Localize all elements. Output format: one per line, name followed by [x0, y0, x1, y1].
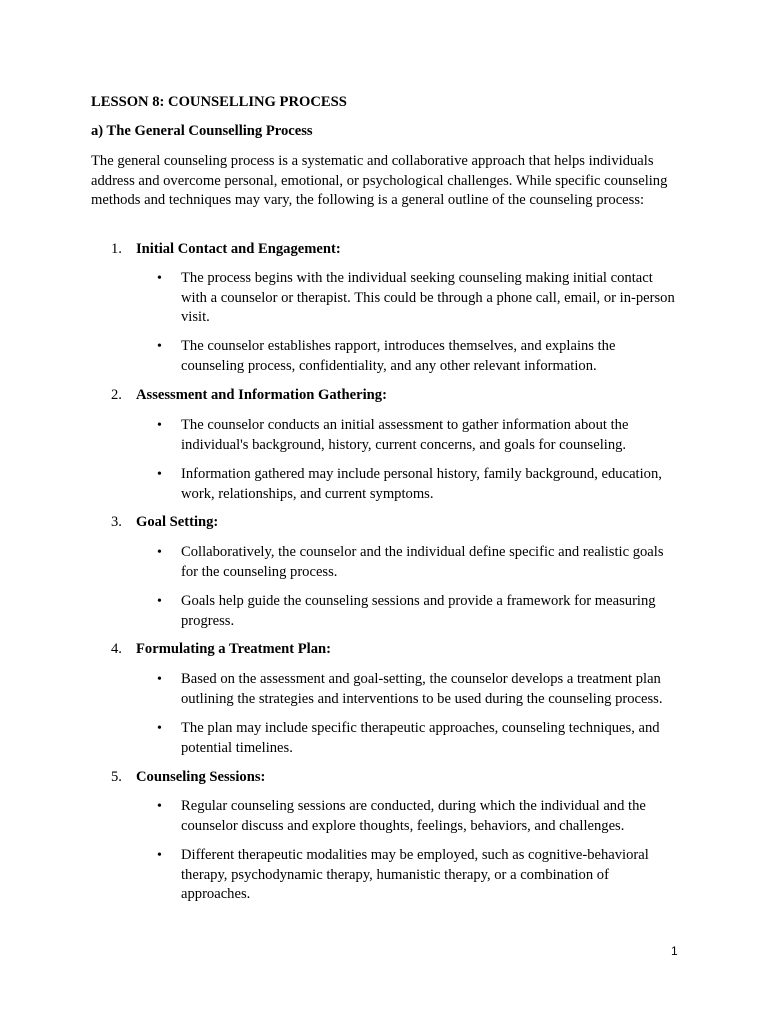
- section-heading: a) The General Counselling Process: [91, 123, 313, 139]
- bullet-icon: •: [157, 271, 162, 286]
- bullet-icon: •: [157, 848, 162, 863]
- bullet-icon: •: [157, 721, 162, 736]
- bullet-text: Information gathered may include personal history, family background, education, work, relationships, and current symptoms.: [181, 466, 662, 502]
- step-number: 3.: [111, 514, 122, 530]
- step-number: 1.: [111, 241, 122, 257]
- bullet-text: Different therapeutic modalities may be employed, such as cognitive-behavioral therapy, psychodynamic therapy, humanistic therapy, or a combination of approaches.: [181, 847, 649, 903]
- step-number: 2.: [111, 387, 122, 403]
- bullet-text: The plan may include specific therapeutic approaches, counseling techniques, and potential timelines.: [181, 720, 660, 756]
- bullet-icon: •: [157, 799, 162, 814]
- bullet-text: The process begins with the individual seeking counseling making initial contact with a counselor or therapist. This could be through a phone call, email, or in-person visit.: [181, 270, 675, 326]
- bullet-icon: •: [157, 545, 162, 560]
- step-title: Counseling Sessions:: [136, 769, 266, 785]
- bullet-text: Collaboratively, the counselor and the individual define specific and realistic goals for the counseling process.: [181, 544, 664, 580]
- step-title: Initial Contact and Engagement:: [136, 241, 341, 257]
- bullet-icon: •: [157, 672, 162, 687]
- bullet-icon: •: [157, 467, 162, 482]
- page-number: 1: [671, 944, 678, 958]
- step-title: Goal Setting:: [136, 514, 219, 530]
- bullet-text: Regular counseling sessions are conducted, during which the individual and the counselor discuss and explore thoughts, feelings, behaviors, and challenges.: [181, 798, 646, 834]
- intro-paragraph: The general counseling process is a systematic and collaborative approach that helps individuals address and overcome personal, emotional, or psychological challenges. While specific counseling methods and techniques may vary, the following is a general outline of the counseling process:: [91, 153, 668, 209]
- lesson-title: LESSON 8: COUNSELLING PROCESS: [91, 94, 347, 110]
- bullet-text: The counselor establishes rapport, introduces themselves, and explains the counseling process, confidentiality, and any other relevant information.: [181, 338, 616, 374]
- step-title: Formulating a Treatment Plan:: [136, 641, 331, 657]
- bullet-icon: •: [157, 418, 162, 433]
- bullet-icon: •: [157, 339, 162, 354]
- bullet-text: The counselor conducts an initial assessment to gather information about the individual's background, history, current concerns, and goals for counseling.: [181, 417, 629, 453]
- step-number: 5.: [111, 769, 122, 785]
- bullet-icon: •: [157, 594, 162, 609]
- bullet-text: Based on the assessment and goal-setting, the counselor develops a treatment plan outlining the strategies and interventions to be used during the counseling process.: [181, 671, 663, 707]
- bullet-text: Goals help guide the counseling sessions and provide a framework for measuring progress.: [181, 593, 656, 629]
- step-title: Assessment and Information Gathering:: [136, 387, 387, 403]
- step-number: 4.: [111, 641, 122, 657]
